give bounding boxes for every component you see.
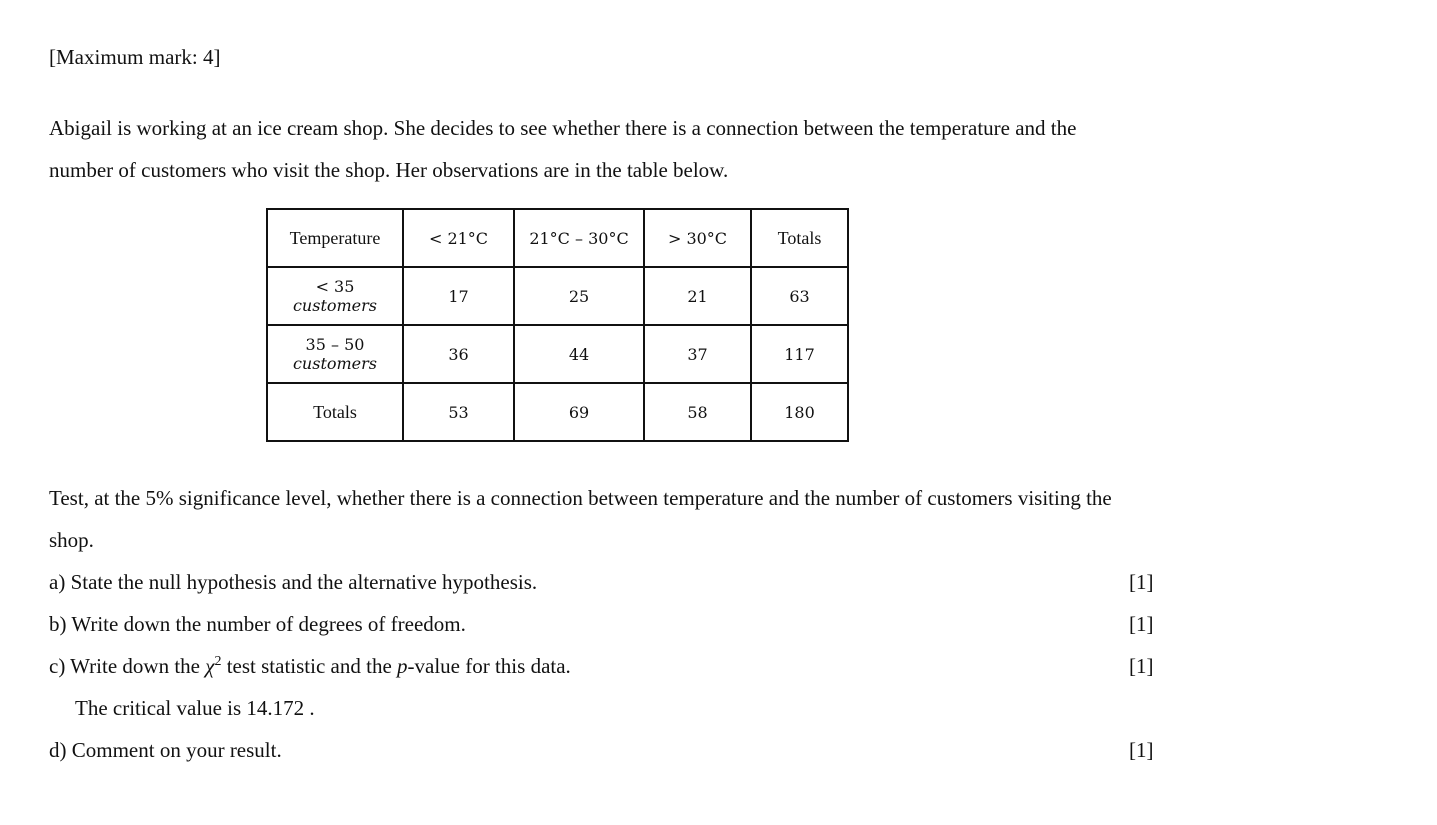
header-cell: Totals [751,209,848,267]
chi-exponent: 2 [214,654,222,669]
task-line-1: Test, at the 5% significance level, whether there is a connection between temperature and the number of customers visiting the [49,486,1112,510]
question-a: a) State the null hypothesis and the alternative hypothesis. [49,570,538,594]
row-label [267,325,403,383]
question-c-post: -value for this data. [407,654,571,678]
row-label-bottom: customers [292,296,378,315]
question-c [49,654,571,679]
table-cell: 17 [403,267,514,325]
row-label-top: < 35 [315,277,355,296]
table-cell: 53 [403,383,514,441]
mark-b: [1] [1129,612,1154,636]
table-row [267,325,848,383]
intro-line-1: Abigail is working at an ice cream shop. She decides to see whether there is a connection between the temperature and the [49,116,1077,140]
table-cell: 58 [644,383,751,441]
table-cell: 36 [403,325,514,383]
mark-c: [1] [1129,654,1154,678]
table-cell: 180 [751,383,848,441]
header-cell: < 21°C [403,209,514,267]
critical-value-note: The critical value is 14.172 . [75,696,315,720]
row-label-top: 35 – 50 [305,335,365,354]
row-label: Totals [267,383,403,441]
question-d: d) Comment on your result. [49,738,282,762]
table-cell: 21 [644,267,751,325]
table-cell: 25 [514,267,644,325]
p-symbol: p [397,654,408,678]
table-cell: 69 [514,383,644,441]
table-cell: 37 [644,325,751,383]
question-c-pre: c) Write down the [49,654,206,678]
row-label [267,267,403,325]
chi-symbol: χ [205,654,215,678]
row-label-bottom: customers [292,354,378,373]
header-cell: > 30°C [644,209,751,267]
header-cell: Temperature [267,209,403,267]
table-cell: 44 [514,325,644,383]
question-b: b) Write down the number of degrees of freedom. [49,612,466,636]
task-line-2: shop. [49,528,94,552]
observations-table [266,208,849,442]
max-mark: [Maximum mark: 4] [49,45,221,69]
question-c-mid: test statistic and the [221,654,398,678]
table-row-totals [267,383,848,441]
table-row [267,267,848,325]
intro-line-2: number of customers who visit the shop. Her observations are in the table below. [49,158,729,182]
mark-d: [1] [1129,738,1154,762]
table-header-row [267,209,848,267]
header-cell: 21°C – 30°C [514,209,644,267]
mark-a: [1] [1129,570,1154,594]
table-cell: 63 [751,267,848,325]
table-cell: 117 [751,325,848,383]
